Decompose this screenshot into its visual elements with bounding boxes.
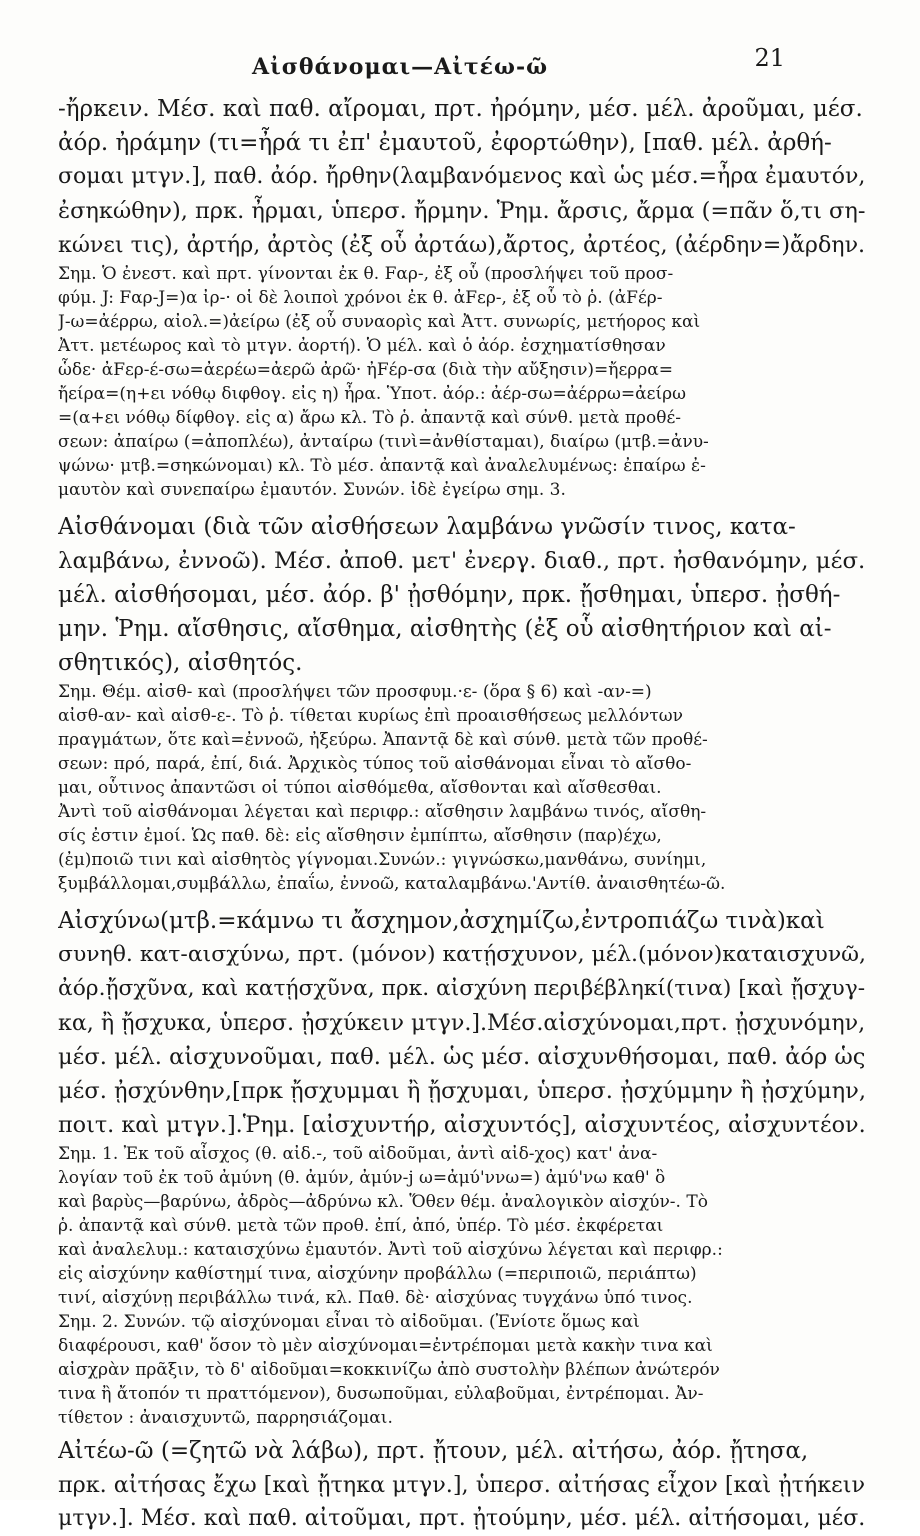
note-line: πραγμάτων, ὅτε καὶ=ἐννοῶ, ἠξεύρω. Ἀπαντᾷ δὲ καὶ σύνθ. μετὰ τῶν προθέ- bbox=[58, 730, 708, 750]
text-line: κώνει τις), ἀρτήρ, ἀρτὸς (ἐξ οὗ ἀρτάω),ἄρτος, ἀρτέος, (ἀέρδην=)ἄρδην. bbox=[58, 232, 866, 258]
text-line: σθητικός), αἰσθητός. bbox=[58, 650, 303, 676]
note-line: =(α+ει νόθῳ δίφθογ. εἰς α) ἄρω κλ. Τὸ ῥ. ἀπαντᾷ καὶ σύνθ. μετὰ προθέ- bbox=[58, 408, 682, 428]
note-line: ὧδε· ἀFερ-έ-σω=ἀερέω=ἀερῶ ἀρῶ· ἠFέρ-σα (διὰ τὴν αὔξησιν)=ἤερρα= bbox=[58, 360, 673, 380]
note-line: τινί, αἰσχύνῃ περιβάλλω τινά, κλ. Παθ. δὲ· αἰσχύνας τυγχάνω ὑπό τινος. bbox=[58, 1288, 693, 1308]
note-line: ἤείρα=(η+ει νόθῳ διφθογ. εἰς η) ἦρα. Ὑποτ. ἀόρ.: ἀέρ-σω=ἀέρρω=ἀείρω bbox=[58, 384, 686, 404]
note-line: καὶ βαρὺς—βαρύνω, ἀδρὸς—ἀδρύνω κλ. Ὅθεν θέμ. ἀναλογικὸν αἰσχύν-. Τὸ bbox=[58, 1192, 708, 1212]
text-line: μέσ. μέλ. αἰσχυνοῦμαι, παθ. μέλ. ὡς μέσ. αἰσχυνθήσομαι, παθ. ἀόρ ὡς bbox=[58, 1044, 866, 1070]
note-line: ξυμβάλλομαι,συμβάλλω, ἐπαΐω, ἐννοῶ, καταλαμβάνω.'Αντίθ. ἀναισθητέω-ῶ. bbox=[58, 874, 726, 894]
entry-block bbox=[58, 1434, 870, 1536]
note-line: μαυτὸν καὶ συνεπαίρω ἐμαυτόν. Συνών. ἰδὲ ἐγείρω σημ. 3. bbox=[58, 480, 566, 500]
note-block bbox=[58, 1142, 870, 1430]
note-line: Σημ. Θέμ. αἰσθ- καὶ (προσλήψει τῶν προσφυμ.·ε- (ὅρα § 6) καὶ -αν-=) bbox=[58, 682, 652, 702]
note-line: καὶ ἀναλελυμ.: καταισχύνω ἐμαυτόν. Ἀντὶ τοῦ αἰσχύνω λέγεται καὶ περιφρ.: bbox=[58, 1240, 723, 1260]
entry-headword-line: Αἰτέω-ῶ (=ζητῶ νὰ λάβω), πρτ. ᾔτουν, μέλ. αἰτήσω, ἀόρ. ᾔτησα, bbox=[58, 1438, 809, 1464]
note-line: ψώνω· μτβ.=σηκώνομαι) κλ. Τὸ μέσ. ἀπαντᾷ καὶ ἀναλελυμένως: ἐπαίρω ἐ- bbox=[58, 456, 706, 476]
text-line: μέσ. ᾐσχύνθην,[πρκ ᾔσχυμμαι ἢ ᾔσχυμαι, ὑπερσ. ᾐσχύμμην ἢ ᾐσχύμην, bbox=[58, 1078, 867, 1104]
note-line: Σημ. 2. Συνών. τῷ αἰσχύνομαι εἶναι τὸ αἰδοῦμαι. (Ἐνίοτε ὅμως καὶ bbox=[58, 1312, 640, 1332]
text-line: μην. Ῥημ. αἴσθησις, αἴσθημα, αἰσθητὴς (ἐξ οὗ αἰσθητήριον καὶ αἰ- bbox=[58, 616, 832, 642]
note-line: λογίαν τοῦ ἐκ τοῦ ἀμύνη (θ. ἀμύν, ἀμύν-j ω=ἀμύ'ννω=) ἀμύ'νω καθ' ὃ bbox=[58, 1168, 666, 1188]
note-line: Σημ. Ὁ ἐνεστ. καὶ πρτ. γίνονται ἐκ θ. Fαρ-, ἐξ οὗ (προσλήψει τοῦ προσ- bbox=[58, 264, 674, 284]
text-line: λαμβάνω, ἐννοῶ). Μέσ. ἀποθ. μετ' ἐνεργ. διαθ., πρτ. ἠσθανόμην, μέσ. bbox=[58, 548, 866, 574]
text-line: μέλ. αἰσθήσομαι, μέσ. ἀόρ. β' ᾐσθόμην, πρκ. ᾔσθημαι, ὑπερσ. ᾐσθή- bbox=[58, 582, 841, 608]
text-line: ποιτ. καὶ μτγν.].Ῥημ. [αἰσχυντήρ, αἰσχυντός], αἰσχυντέος, αἰσχυντέον. bbox=[58, 1112, 866, 1138]
note-line: αἰσχρὰν πρᾶξιν, τὸ δ' αἰδοῦμαι=κοκκινίζω ἀπὸ συστολὴν βλέπων ἀνώτερόν bbox=[58, 1360, 720, 1380]
note-line: τινα ἢ ἄτοπόν τι πραττόμενον), δυσωποῦμαι, εὐλαβοῦμαι, ἐντρέπομαι. Ἀν- bbox=[58, 1384, 704, 1404]
note-line: αἰσθ-αν- καὶ αἰσθ-ε-. Τὸ ῥ. τίθεται κυρίως ἐπὶ προαισθήσεως μελλόντων bbox=[58, 706, 683, 726]
entry-block bbox=[58, 510, 870, 680]
body-text bbox=[58, 92, 870, 1536]
text-line: κα, ἢ ᾔσχυκα, ὑπερσ. ᾐσχύκειν μτγν.].Μέσ.αἰσχύνομαι,πρτ. ᾐσχυνόμην, bbox=[58, 1010, 866, 1036]
page-number: 21 bbox=[754, 44, 785, 72]
note-line: Ἀντὶ τοῦ αἰσθάνομαι λέγεται καὶ περιφρ.: αἴσθησιν λαμβάνω τινός, αἴσθη- bbox=[58, 802, 707, 822]
note-line: φύμ. J: Fαρ-J=)α ἰρ-· οἱ δὲ λοιποὶ χρόνοι ἐκ θ. ἀFερ-, ἐξ οὗ τὸ ῥ. (ἀFέρ- bbox=[58, 288, 663, 308]
note-line: σεων: ἀπαίρω (=ἀποπλέω), ἀνταίρω (τινὶ=ἀνθίσταμαι), διαίρω (μτβ.=ἀνυ- bbox=[58, 432, 709, 452]
note-line: ῥ. ἀπαντᾷ καὶ σύνθ. μετὰ τῶν προθ. ἐπί, ἀπό, ὑπέρ. Τὸ μέσ. ἐκφέρεται bbox=[58, 1216, 664, 1236]
page-header bbox=[200, 44, 800, 84]
running-head: Αἰσθάνομαι—Αἰτέω-ῶ bbox=[252, 54, 549, 80]
text-line: πρκ. αἰτήσας ἔχω [καὶ ᾔτηκα μτγν.], ὑπερσ. αἰτήσας εἶχον [καὶ ᾐτήκειν bbox=[58, 1472, 865, 1498]
note-line: Σημ. 1. Ἐκ τοῦ αἶσχος (θ. αἰδ.-, τοῦ αἰδοῦμαι, ἀντὶ αἰδ-χος) κατ' ἀνα- bbox=[58, 1144, 658, 1164]
text-line: μτγν.]. Μέσ. καὶ παθ. αἰτοῦμαι, πρτ. ᾐτούμην, μέσ. μέλ. αἰτήσομαι, μέσ. bbox=[58, 1506, 866, 1531]
entry-continuation-block bbox=[58, 92, 870, 262]
text-line: ἀόρ. ἠράμην (τι=ἦρά τι ἐπ' ἐμαυτοῦ, ἐφορτώθην), [παθ. μέλ. ἀρθή- bbox=[58, 130, 832, 156]
note-line: σίς ἐστιν ἐμοί. Ὡς παθ. δὲ: εἰς αἴσθησιν ἐμπίπτω, αἴσθησιν (παρ)έχω, bbox=[58, 826, 662, 846]
note-line: (ἐμ)ποιῶ τινι καὶ αἰσθητὸς γίγνομαι.Συνών.: γιγνώσκω,μανθάνω, συνίημι, bbox=[58, 850, 707, 870]
text-line: -ἤρκειν. Μέσ. καὶ παθ. αἴρομαι, πρτ. ἠρόμην, μέσ. μέλ. ἀροῦμαι, μέσ. bbox=[58, 96, 863, 122]
note-line: Ἀττ. μετέωρος καὶ τὸ μτγν. ἀορτή). Ὁ μέλ. καὶ ὁ ἀόρ. ἐσχηματίσθησαν bbox=[58, 336, 666, 356]
note-line: σεων: πρό, παρά, ἐπί, διά. Ἀρχικὸς τύπος τοῦ αἰσθάνομαι εἶναι τὸ αἴσθο- bbox=[58, 754, 692, 774]
text-line: ἐσηκώθην), πρκ. ἦρμαι, ὑπερσ. ἤρμην. Ῥημ. ἄρσις, ἄρμα (=πᾶν ὅ,τι ση- bbox=[58, 198, 866, 224]
text-line: συνηθ. κατ-αισχύνω, πρτ. (μόνον) κατῄσχυνον, μέλ.(μόνον)καταισχυνῶ, bbox=[58, 942, 866, 967]
note-line: διαφέρουσι, καθ' ὅσον τὸ μὲν αἰσχύνομαι=ἐντρέπομαι μετὰ κακὴν τινα καὶ bbox=[58, 1336, 713, 1356]
entry-headword-line: Αἰσθάνομαι (διὰ τῶν αἰσθήσεων λαμβάνω γνῶσίν τινος, κατα- bbox=[58, 514, 796, 540]
text-line: ἀόρ.ᾔσχῦνα, καὶ κατῄσχῦνα, πρκ. αἰσχύνη περιβέβληκί(τινα) [καὶ ᾔσχυγ- bbox=[58, 976, 866, 1001]
note-block bbox=[58, 262, 870, 502]
note-block bbox=[58, 680, 870, 896]
note-line: μαι, οὗτινος ἀπαντῶσι οἱ τύποι αἰσθόμεθα, αἴσθονται καὶ αἴσθεσθαι. bbox=[58, 778, 662, 798]
note-line: J-ω=ἀέρρω, αἰολ.=)ἀείρω (ἐξ οὗ συναορὶς καὶ Ἀττ. συνωρίς, μετήορος καὶ bbox=[58, 312, 701, 332]
text-line: σομαι μτγν.], παθ. ἀόρ. ἤρθην(λαμβανόμενος καὶ ὡς μέσ.=ἦρα ἐμαυτόν, bbox=[58, 164, 866, 189]
note-line: εἰς αἰσχύνην καθίστημί τινα, αἰσχύνην προβάλλω (=περιποιῶ, περιάπτω) bbox=[58, 1264, 697, 1284]
note-line: τίθετον : ἀναισχυντῶ, παρρησιάζομαι. bbox=[58, 1408, 393, 1428]
entry-headword-line: Αἰσχύνω(μτβ.=κάμνω τι ἄσχημον,ἀσχημίζω,ἐντροπιάζω τινὰ)καὶ bbox=[58, 908, 825, 934]
entry-block bbox=[58, 904, 870, 1142]
